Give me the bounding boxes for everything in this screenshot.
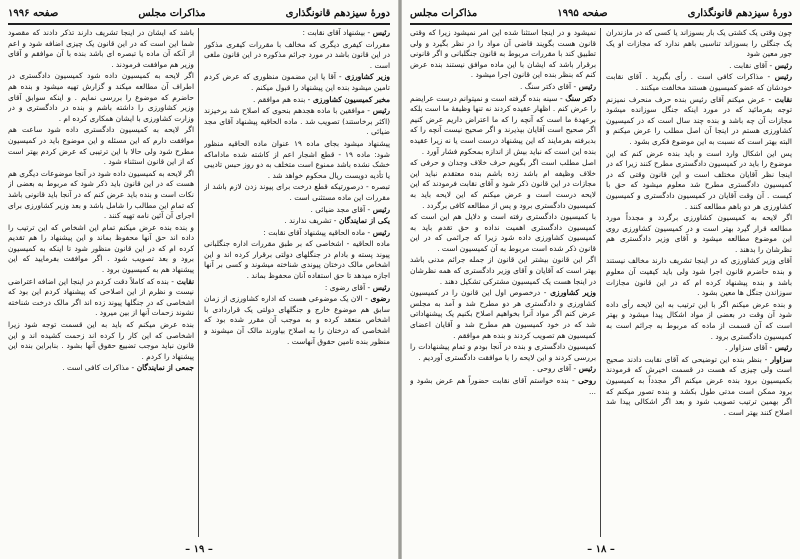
paragraph <box>410 342 596 363</box>
left-header-title: دورهٔ سیزدهم قانونگذاری <box>285 7 390 19</box>
paragraph-text: - آقای رضوی : <box>324 282 371 292</box>
speaker-name: نقابت <box>173 276 194 286</box>
speaker-name: رئیس <box>369 106 390 116</box>
speaker-name: وزیر کشاورزی <box>341 72 390 82</box>
speaker-name: رئیس <box>772 60 792 70</box>
left-page-header <box>8 4 390 22</box>
paragraph-text: - الان یک موضوعی هست که اداره کشاورزی از زمان سابق هم موضوع خارج و جنگلهای دولتی یک قراردادی با اشخاص منعقد کرده و به موجب آن مقرر شده بود که اشخاصی که درختان را به اصلاح بیاورند مالک آن میشوند و منظور بنده تامین حقوق آنهاست . <box>204 294 390 346</box>
paragraph-text: - درخصوص اول این قانون را در کمیسیون کشاورزی و دادگستری هر دو مطرح شد و آمد به مجلس عرض کنم اگر مواد آنرا بخواهیم اصلاح بکنیم یک پیشنهاداتی شد که در خود کمیسیون هم مطرح شد و آقایان اعضای کمیسیون هم تصویب کردند و بنده هم موافقم . <box>410 288 596 340</box>
paragraph-text: ماده الحاقیه - اشخاصی که بر طبق مقررات اداره جنگلبانی پیوند پسته و بادام در جنگلهای دولتی برقرار کرده اند و این اشخاص مالک درختان پیوندی شناخته میشوند و کسی بر آنها اجازه میدهد تا حق استفاده آنان محفوظ بماند . <box>204 239 390 281</box>
paragraph-text: و بنده بنده عرض میکنم تمام این اشخاص که این ترتیب را داده اند حق آنها محفوظ بماند و این پیشنهاد را هم تقدیم کرده ام که در این قانون منظور شود تا اینکه به کمیسیون برود و بعد تصویب شود . اگر موافقت بفرمایید که این پیشنهاد هم به کمیسیون برود . <box>8 222 194 275</box>
speaker-name: رئیس <box>370 204 390 214</box>
paragraph <box>606 72 792 93</box>
paragraph-text: - موافقین با ماده هجدهم بنحوی که اصلاح شد برخیزند (اکثر برخاستند) تصویب شد . ماده الحاقیه پیشنهاد آقای مجد ضیائی . <box>204 106 390 137</box>
speaker-name: رئیس <box>370 28 390 37</box>
paragraph-text: - بنده که کاملاً دقت کردم در اینجا این اضافه اعتراضی نیست و نظرم از این اصلاحی که پیشنهاد کردم این بود که اشخاصی که در جنگلها پیوند زده اند اگر مالک درخت شناخته نشوند زحمات آنها از بین میرود . <box>8 276 194 318</box>
left-header-page-number: صفحه ۱۹۹۶ <box>8 7 59 19</box>
paragraph-text: باشد که ایشان در اینجا تشریف دارند تذکر دادند که مقصود شما این است که در این قانون یک چیزی اضافه شود و اعم از آنکه آن ماده یا تبصره ای باشد بنده با آن موافقم و آقای وزیر هم موافقت فرمودند . <box>8 28 194 69</box>
paragraph <box>204 95 390 106</box>
paragraph <box>606 256 792 298</box>
paragraph-text: چون وقتی یک کشتی یک بار بسوزاند یا کسی که در مازندران یک جنگلی را بسوزاند تناسبی باهم ندارد که مجازات او یک جور معین شود <box>606 28 792 59</box>
paragraph-text: - بیشنهاد آقای نقابت : <box>302 28 371 37</box>
paragraph <box>204 216 390 227</box>
speaker-name: رئیس <box>370 282 390 292</box>
speaker-name: رئیس <box>772 343 792 353</box>
paragraph-text: - آقا یا این مضمون منظوری که عرض کردم تامین میشود بنده این پیشنهاد را قبول میکنم . <box>204 72 390 92</box>
paragraph-text: - آقای روحی . <box>532 364 577 374</box>
speaker-name: مخبر کمیسیون کشاورزی <box>310 94 390 104</box>
paragraph-text: نمیشود و در اینجا استثنا شده این امر نمیشود زیرا که وقتی قانون هست بگویند قاضی آن مواد را در نظر بگیرد و ولی تطبیق کند با مقررات مربوط به قانون جنگلبانی و اگر قانونی برقرار باشد که ایشان با این ماده موافق نیستند بنده عرض کنم که بنظر بنده این قانون اجرا میشود . <box>410 28 596 80</box>
paragraph <box>410 94 596 158</box>
left-page <box>0 0 398 559</box>
speaker-name: رئیس <box>770 72 792 82</box>
left-header-rule <box>8 23 390 25</box>
paragraph <box>8 363 194 374</box>
paragraph <box>204 106 390 138</box>
paragraph <box>204 283 390 294</box>
paragraph <box>410 364 596 375</box>
right-header-rule <box>410 23 792 25</box>
paragraph-text: - ماده الحاقیه پیشنهاد آقای نقابت : <box>263 227 371 237</box>
paragraph-text: با کمیسیون دادگستری رفته است و دلایل هم این است که کمیسیون دادگستری اهمیت نداده و حق تقدم باید به کمیسیون کشاورزی داده شود زیرا که جرائمی که در این قانون ذکر شده است مربوط به آن کمیسیون است . <box>410 212 596 253</box>
right-page <box>402 0 800 559</box>
paragraph-text: - بنظر بنده این توضیحی که آقای نقابت دادند صحیح است ولی چیزی که هست در قسمت اخیرش که فرمودند بکمیسیون برود بنده عرض میکنم اگر مجدداً به کمیسیون برود ممکن است مدتی طول بکشد و بنده تصور میکنم که اگر بهمین ترتیب تصویب شود و بعد اگر اشکالی پیدا شد اصلاح کنند بهتر است . <box>606 354 792 417</box>
paragraph-text: اگر لایحه به کمیسیون کشاورزی برگردد و مجدداً مورد مطالعه قرار گیرد بهتر است و در کمیسیون کشاورزی روی این موضوع مطالعه میشود و آقای وزیر دادگستری هم نظرشان را بدهند . <box>606 213 792 254</box>
paragraph <box>204 205 390 216</box>
paragraph <box>410 158 596 211</box>
paragraph-text: - مذاکرات کافی است . رأی بگیرید . آقای نقابت خودشان که عضو کمیسیون هستند مخالفت میکنند . <box>606 72 792 92</box>
paragraph <box>410 82 596 93</box>
paragraph-text: - بنده خواستم آقای نقابت حضوراً هم عرض بشود و ... <box>410 376 596 396</box>
right-header-center: مذاکرات مجلس <box>410 7 478 19</box>
speaker-name: نقابت <box>771 94 792 104</box>
speaker-name: دکتر سنگ <box>562 93 596 103</box>
paragraph-text: اگر لایحه به کمیسیون داده شود کمیسیون دادگستری در اطراف آن مطالعه میکند و گزارش تهیه میشود و بنده هم حاضرم که موضوع را بررسی نمایم . و اینکه سوابق آقای وزیر کشاورزی را داشته باشم و بنده در دادگستری و در وزارت کشاورزی با ایشان همکاری کرده ام . <box>8 71 194 123</box>
speaker-name: رضوی <box>367 294 390 304</box>
paragraph <box>204 139 390 181</box>
paragraph <box>410 212 596 254</box>
right-header-title: دورهٔ سیزدهم قانونگذاری <box>687 7 792 19</box>
speaker-name: یکی از نمایندگان <box>336 216 390 226</box>
paragraph <box>8 125 194 167</box>
paragraph <box>8 28 194 70</box>
paragraph-text: کمیسیون دادگستری و بنده در آنجا بودم و تمام پیشنهادات را بررسی کردند و این لایحه را با موافقت دادگستری آوردیم . <box>410 342 596 362</box>
right-header-page-number: صفحه ۱۹۹۵ <box>557 7 608 19</box>
paragraph <box>8 71 194 124</box>
paragraph-text: و بنده عرض میکنم اگر با این ترتیب به این لایحه رأی داده شود آن وقت در بعضی از مواد اشکال پیدا میشود و بهتر است که آن قسمت از ماده که مربوط به جرائم است به کمیسیون دادگستری برود . <box>606 299 792 341</box>
speaker-name: رئیس <box>576 364 596 374</box>
left-page-footer: – ۱۹ – <box>185 544 213 555</box>
right-page-header <box>410 4 792 22</box>
paragraph <box>204 294 390 347</box>
left-page-right-column <box>204 28 390 537</box>
speaker-name: سزاوار <box>767 354 792 364</box>
paragraph-text: - سینه بنده گرفته است و نمیتوانم درست عرایضم را عرض کنم . اظهار عقیده کردند نه تنها وظیفهٔ ما است بلکه برعهدهٔ ما است که آنچه را که ما اعتراض داریم عرض کنیم اگر صحیح است آقایان بپذیرند و اگر صحیح نیست آنچه را که بدبرفته بفرمایند که این پیشنهاد درست است یا نه زیرا عقیده بنده این است که نباید بیش از اندازه بمحکوم فشار آورد . <box>410 93 596 156</box>
speaker-name: جمعی از نمایندگان <box>134 363 194 373</box>
paragraph-text: - عرض میکنم آقای رئیس بنده حرف منحرف نمیزنم توجه بفرمائید که در مورد اینکه جنگل سوزانده میشود مجازات آن چه باشد و بنده چند سال است که در کمیسیون کشاورزی هستم در اینجا آن اصل مطلب را عرض میکنم و البته بهتر است که نسبت به این موضوع فکری بشود . <box>606 94 792 146</box>
right-page-right-column <box>606 28 792 537</box>
right-page-left-column <box>410 28 596 537</box>
paragraph <box>410 28 596 81</box>
paragraph <box>204 72 390 93</box>
paragraph <box>606 355 792 419</box>
paragraph <box>606 149 792 213</box>
paragraph <box>204 182 390 203</box>
paragraph-text: اگر این قانون بیشتر این قانون از جمله جرائم مدنی باشد بهتر است که آقایان و آقای وزیر دادگستری که همه نظرشان در اینجا هست یک کمیسیون مشترکی تشکیل دهند . <box>410 255 596 286</box>
paragraph-text: - آقای سزاوار . <box>724 343 773 353</box>
paragraph-text: آقای وزیر کشاورزی که در اینجا تشریف دارند مخالف نیستند و بنده حاضرم قانون اجرا شود ولی باید کیفیت آن معلوم باشد و بنده پیشنهاد کرده ام که در این قانون مجازات سوزاندن جنگل ها معین بشود . <box>606 256 792 298</box>
paragraph-text: - آقای دکتر سنگ . <box>519 81 577 91</box>
paragraph-text: - آقای نقابت . <box>729 60 773 70</box>
paragraph <box>606 61 792 72</box>
paragraph <box>410 288 596 341</box>
paragraph-text: پیشنهاد میشود بجای ماده ۱۹ عنوان ماده الحاقیه منظور شود: ماده ۱۹ - قطع اشجار اعم از کاشته شده ماداماکه خشک نشده باشد ممنوع است متخلف به دو روز حبس تادیبی یا تأدیه دویست ریال محکوم خواهد شد . <box>204 138 390 180</box>
paragraph <box>8 277 194 319</box>
paragraph <box>8 169 194 222</box>
left-page-column-divider <box>198 28 199 537</box>
right-page-footer: – ۱۸ – <box>587 544 615 555</box>
speaker-name: روحی <box>574 376 596 385</box>
paragraph-text: تبصره - درصورتیکه قطع درخت برای پیوند زدن لازم باشد از مقررات این ماده مستثنی است . <box>204 182 390 202</box>
paragraph-text: بنده عرض میکنم که باید به این قسمت توجه شود زیرا اشخاصی که این کار را کرده اند زحمت کشیده اند و این قانون نباید موجب تضییع حقوق آنها بشود . بنابراین بنده این پیشنهاد را کردم . <box>8 320 194 361</box>
paragraph <box>8 223 194 276</box>
speaker-name: وزیر کشاورزی <box>546 288 596 298</box>
paragraph <box>204 228 390 239</box>
paragraph-text: - بنده هم موافقم . <box>253 94 311 104</box>
paragraph <box>606 213 792 255</box>
left-header-center: مذاکرات مجلس <box>138 7 206 19</box>
paragraph-text: مقررات کیفری دیگری که مخالف با مقررات کیفری مذکور در این قانون باشد در مورد جرائم مذکوره در این قانون ملغی است . <box>204 39 390 70</box>
paragraph-text: - مذاکرات کافی است . <box>62 363 135 373</box>
paragraph-text: پس این اشکال وارد است و باید بنده عرض کنم که این موضوع را باید در کمیسیون دادگستری مطرح کنند زیرا که در اینجا نظر آقایان مختلف است و این قانون وقتی که در کمیسیون دادگستری مطرح شد معلوم میشود که حق با کیست . آن وقت آقایان در کمیسیون دادگستری و کمیسیون کشاورزی هر دو باهم مطالعه کنند . <box>606 148 792 211</box>
paragraph <box>410 255 596 287</box>
left-page-left-column <box>8 28 194 537</box>
speaker-name: رئیس <box>370 227 390 237</box>
paragraph <box>204 28 390 39</box>
paragraph-text: اگر لایحه به کمیسیون دادگستری داده شود ساعت هم موافقت دارم که این مسئله و این موضوع باید در کمیسیون مطرح شود ولی حالا با این ترتیبی که عرض کردم بهتر است که از این قانون استثناء شود . <box>8 125 194 167</box>
speaker-name: رئیس <box>576 81 596 91</box>
paragraph <box>8 320 194 362</box>
paragraph <box>410 376 596 397</box>
paragraph <box>606 300 792 342</box>
paragraph <box>606 343 792 354</box>
right-page-column-divider <box>600 28 601 537</box>
paragraph <box>606 95 792 148</box>
paragraph-text: اگر لایحه به کمیسیون داده شود در آنجا موضوعات دیگری هم هست که در این قانون باید ذکر شود که مربوط به بعضی از نکات است و بنده باید عرض کنم که در آنجا باید قانونی باشد که تمام این مطالب را شامل باشد و بعد وزیر کشاورزی برای اجرای آن آئین نامه تهیه کنند . <box>8 168 194 221</box>
paragraph <box>606 28 792 60</box>
paragraph <box>204 40 390 72</box>
paragraph-text: اصل مطلب است اگر بگویم حرف خلاف وجدان و حرفی که خلاف وظیفه ام باشد زده باشم بنده معتقدم نباید این مجازات در این قانون ذکر شود و آقای نقابت فرمودند که این لایحه درست است و عرض میکنم که این لایحه باید به کمیسیون دادگستری برود و پس از مطالعه کافی برگردد . <box>410 158 596 210</box>
paragraph <box>204 239 390 281</box>
paragraph-text: - آقای مجد ضیائی . <box>310 204 371 214</box>
paragraph-text: - تشریف ندارند . <box>284 216 337 226</box>
